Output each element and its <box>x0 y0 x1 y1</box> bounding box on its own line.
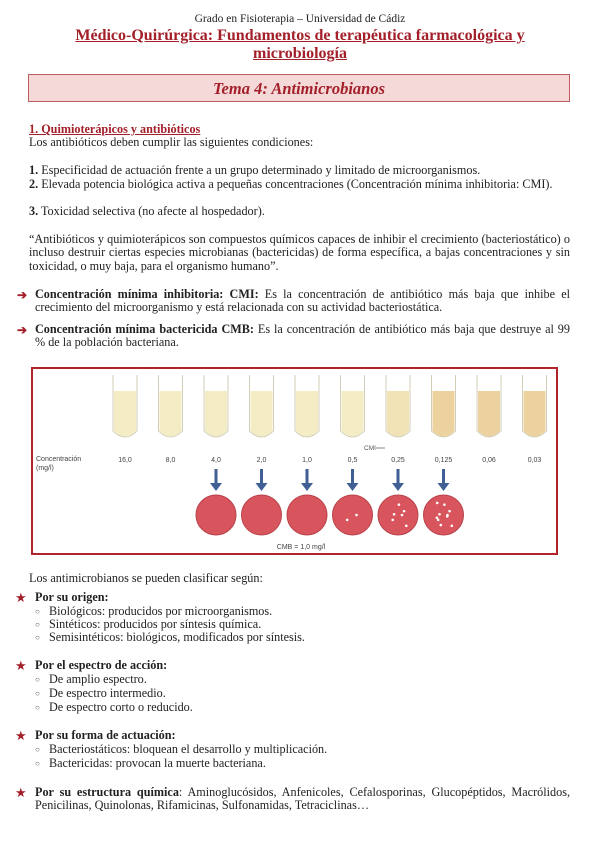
tube-liquid <box>433 391 455 437</box>
agar-plate <box>242 495 282 535</box>
condition-text: Especificidad de actuación frente a un grupo determinado y limitado de microorganismos. <box>41 163 481 177</box>
bacterial-colony <box>446 515 449 518</box>
list-item: De espectro corto o reducido. <box>49 700 193 714</box>
bacterial-colony <box>391 519 394 522</box>
tube-liquid <box>205 391 227 437</box>
bacterial-colony <box>443 503 446 506</box>
agar-plate <box>196 495 236 535</box>
arrow-bullet-icon: ➔ <box>17 288 28 302</box>
condition-number: 2. <box>29 177 39 191</box>
star-bullet-icon: ★ <box>15 785 27 800</box>
circle-bullet-icon: ○ <box>35 703 40 712</box>
bacterial-colony <box>355 514 358 517</box>
concentration-tick-label: 0,03 <box>527 457 542 464</box>
condition-2 <box>29 178 570 191</box>
condition-3 <box>29 205 570 218</box>
tube-liquid <box>114 391 136 437</box>
definition-quote: “Antibióticos y quimioterápicos son compuestos químicos capaces de inhibir el crecimiento (bacteriostático) o incluso destruir ciertas especies microbianas (bactericidas) de forma específica, a bajas concentraciones y sin toxicidad, o muy baja, para el organismo humano”. <box>29 232 570 273</box>
circle-bullet-icon: ○ <box>35 675 40 684</box>
page-title: Médico-Quirúrgica: Fundamentos de terapéutica farmacológica y microbiología <box>75 27 525 62</box>
bacterial-colony <box>440 524 443 527</box>
bacterial-colony <box>398 503 401 506</box>
section-heading: 1. Quimioterápicos y antibióticos <box>29 122 201 136</box>
concentration-tick-label: 16,0 <box>118 457 132 464</box>
star-bullet-icon: ★ <box>15 658 27 673</box>
tube-liquid <box>342 391 364 437</box>
group-title: Por su forma de actuación: <box>35 728 176 742</box>
list-item: Bactericidas: provocan la muerte bacteriana. <box>49 756 266 770</box>
agar-plate <box>333 495 373 535</box>
structure-classification <box>35 786 570 813</box>
concentration-tick-label: 8,0 <box>165 457 176 464</box>
topic-banner: Tema 4: Antimicrobianos <box>28 74 570 102</box>
agar-plate <box>378 495 418 535</box>
tube-liquid <box>478 391 500 437</box>
condition-number: 3. <box>29 204 39 218</box>
tube-liquid <box>251 391 273 437</box>
bacterial-colony <box>438 513 441 516</box>
list-item: Semisintéticos: biológicos, modificados por síntesis. <box>49 630 305 644</box>
definition-cmb <box>35 323 570 350</box>
circle-bullet-icon: ○ <box>35 689 40 698</box>
tube-liquid <box>387 391 409 437</box>
condition-text: Toxicidad selectiva (no afecte al hospedador). <box>40 204 265 218</box>
classification-intro: Los antimicrobianos se pueden clasificar según: <box>29 571 263 585</box>
concentration-tick-label: 0,06 <box>482 457 496 464</box>
star-bullet-icon: ★ <box>15 590 27 605</box>
bacterial-colony <box>403 510 406 513</box>
condition-number: 1. <box>29 163 39 177</box>
list-item: Sintéticos: producidos por síntesis química. <box>49 617 262 631</box>
bacterial-colony <box>393 513 396 516</box>
structure-list: : Aminoglucósidos, Anfenicoles, Cefalosporinas, Glucopéptidos, Macrólidos, Penicilinas, Quinolonas, Rifamicinas, Sulfonamidas, Tetraciclinas… <box>35 785 570 813</box>
circle-bullet-icon: ○ <box>35 759 40 768</box>
bacterial-colony <box>346 519 349 522</box>
agar-plate <box>287 495 327 535</box>
list-item: Biológicos: producidos por microorganismos. <box>49 604 273 618</box>
concentration-axis-unit: (mg/l) <box>36 465 54 472</box>
group-title: Por el espectro de acción: <box>35 658 168 672</box>
section-intro: Los antibióticos deben cumplir las siguientes condiciones: <box>29 135 314 149</box>
concentration-tick-label: 4,0 <box>211 457 221 464</box>
concentration-tick-label: 0,5 <box>347 457 358 464</box>
bacterial-colony <box>450 524 453 527</box>
bacterial-colony <box>405 524 408 527</box>
list-item: Bacteriostáticos: bloquean el desarrollo y multiplicación. <box>49 742 328 756</box>
bacterial-colony <box>436 516 439 519</box>
tube-liquid <box>296 391 318 437</box>
condition-text: Elevada potencia biológica activa a pequeñas concentraciones (Concentración mínima inhibitoria: CMI). <box>41 177 553 191</box>
definition-term: Concentración mínima bactericida CMB: <box>35 322 254 336</box>
star-bullet-icon: ★ <box>15 728 27 743</box>
circle-bullet-icon: ○ <box>35 633 40 642</box>
agar-plate <box>424 495 464 535</box>
group-title: Por su estructura química <box>35 785 179 799</box>
cmi-marker-label: CMI <box>364 445 376 452</box>
concentration-tick-label: 0,25 <box>391 457 405 464</box>
circle-bullet-icon: ○ <box>35 607 40 616</box>
concentration-axis-label: Concentración <box>36 456 82 463</box>
tube-liquid <box>160 391 182 437</box>
arrow-head <box>392 483 404 491</box>
concentration-tick-label: 2,0 <box>256 457 267 464</box>
definition-term: Concentración mínima inhibitoria: CMI: <box>35 287 259 301</box>
arrow-head <box>210 483 222 491</box>
group-title: Por su origen: <box>35 590 109 604</box>
arrow-head <box>438 483 450 491</box>
list-item: De amplio espectro. <box>49 672 147 686</box>
bacterial-colony <box>436 502 439 505</box>
concentration-tick-label: 0,125 <box>434 457 453 464</box>
list-item: De espectro intermedio. <box>49 686 166 700</box>
concentration-tick-label: 1,0 <box>302 457 312 464</box>
condition-1 <box>29 164 570 177</box>
definition-cmi <box>35 288 570 315</box>
circle-bullet-icon: ○ <box>35 620 40 629</box>
arrow-head <box>347 483 359 491</box>
arrow-head <box>256 483 268 491</box>
definition-text: Es la concentración de antibiótico más baja que destruye al 99 % de la población bacteriana. <box>35 322 570 350</box>
arrow-head <box>301 483 313 491</box>
mic-mbc-figure <box>31 367 558 555</box>
tube-liquid <box>524 391 546 437</box>
bacterial-colony <box>401 514 404 517</box>
cmb-label: CMB = 1,0 mg/l <box>276 544 326 551</box>
arrow-bullet-icon: ➔ <box>17 323 28 337</box>
bacterial-colony <box>448 510 451 513</box>
definition-text: Es la concentración de antibiótico más baja que inhibe el crecimiento del microorganismo y está relacionada con su actividad bacteriostática. <box>35 287 570 315</box>
circle-bullet-icon: ○ <box>35 745 40 754</box>
header-course-line: Grado en Fisioterapia – Universidad de Cádiz <box>194 13 406 25</box>
dilution-diagram <box>33 369 556 553</box>
